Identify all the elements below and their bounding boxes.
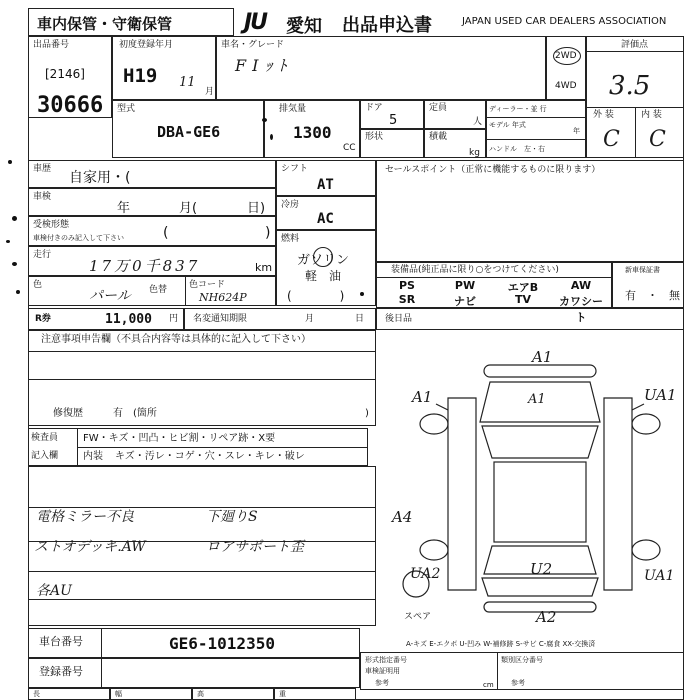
repair-label: 修復歴 [53,408,83,419]
class-no-label: 類別区分番号 [501,656,543,664]
color-change-label: 色替 [149,285,168,295]
measure-label: 長 [33,690,40,698]
displacement-box [264,100,360,158]
measure-label: 高 [197,690,204,698]
capacity-box [424,100,486,129]
color-box [28,276,276,306]
grade-exterior: C [603,127,620,152]
mark-u2-center: U2 [530,560,553,578]
shift-label: シフト [281,164,309,174]
diagram-windshield [482,426,598,458]
capacity-unit: 人 [473,117,483,127]
measure-cell [110,688,192,700]
lot-sub-number: [2146] [45,67,85,81]
fuel-diesel: 軽 油 [305,269,342,283]
lot-label: 出品番号 [33,40,70,50]
association-name: JAPAN USED CAR DEALERS ASSOCIATION [462,16,667,27]
recycle-value: 11,000 [105,312,152,327]
ink-speck [8,160,12,164]
note-rule-3 [29,571,375,572]
diagram-tailgate [482,578,598,596]
lot-box [28,36,112,118]
repair-value: 有 (箇所 [113,408,157,419]
chassis-label: 車台番号 [39,635,83,648]
equipment-divider [377,277,611,278]
logo [244,10,266,35]
mark-a1-left: A1 [412,388,433,406]
ink-speck [12,216,17,221]
form-title: 出品申込書 [342,15,432,36]
car-name-value: FIｯﾄ [235,56,293,75]
name-change-box [184,308,376,330]
doors-box [360,100,424,129]
model-box [112,100,264,158]
equipment-item: PW [454,279,476,292]
load-label: 積載 [429,132,448,142]
ink-speck [6,240,10,243]
cm-label: cm [483,681,494,689]
inspection-day-unit: 日) [247,201,266,216]
fuel-options: ガソリン [297,253,350,268]
cert-label: 車検証明用 [365,667,400,675]
drive-2wd: 2WD [555,51,577,61]
color-value: パール [89,288,131,304]
rear-label: 後日品 [385,314,413,324]
note-each-au: 各AU [36,583,72,599]
storage-label: 車内保管・守衛保管 [37,15,173,33]
color-code: NH624P [199,291,247,304]
mileage-value: 17万0千837 [89,257,201,275]
ink-speck [270,134,273,140]
inspection-label: 車検 [33,192,52,202]
dealer-label-1: ディーラー・並 行 [489,105,547,113]
name-change-day: 日 [355,314,365,324]
aircon-value: AC [317,211,334,227]
model-value: DBA-GE6 [157,123,221,141]
mark-a2-bottom: A2 [536,608,557,626]
sales-point-label: セールスポイント（正常に機能するものに限ります） [385,165,601,175]
notes-box [28,330,376,426]
acceptance-label: 受検形態 [33,220,70,230]
warranty-value: 有 ・ 無 [625,289,680,302]
dealer-label-3: ハンドル 左・右 [489,145,545,153]
equipment-item: AW [570,279,592,292]
dealer-divider-2 [487,139,585,140]
registration-box [112,36,216,100]
inspector-label-2: 記入欄 [31,451,59,461]
note-underbody: 下廻りS [206,509,258,525]
acceptance-note: 車検付きのみ記入して下さい [33,234,124,242]
equipment-item: SR [398,293,416,306]
recycle-label: R券 [35,314,51,324]
registration-month-unit: 月 [205,87,215,97]
mark-a1-top: A1 [532,348,553,366]
shape-box [360,129,424,158]
warranty-box [612,262,684,308]
registration-year: H19 [123,65,158,87]
inspector-exterior-line: FW・キズ・凹凸・ヒビ割・リペア跡・X要 [83,433,276,444]
ink-speck [360,292,364,296]
inspector-interior-line: キズ・汚レ・コゲ・穴・スレ・キレ・破レ [115,451,305,462]
note-rule-4 [29,599,375,600]
grade-interior: C [649,127,666,152]
dealer-year-unit: 年 [573,127,580,135]
drive-4wd: 4WD [555,81,577,91]
displacement-value: 1300 [293,123,332,142]
load-unit: kg [469,148,480,158]
history-box [28,160,276,188]
diagram-wheel-rr [632,540,660,560]
mileage-label: 走行 [33,250,52,260]
grade-exterior-label: 外 装 [593,110,614,120]
reg-number-divider [101,659,102,687]
rear-box [376,308,684,330]
measure-label: 重 [279,690,286,698]
doors-value: 5 [389,113,398,128]
mark-ua1-right: UA1 [644,386,677,404]
logo-text: JU [244,10,267,35]
inspection-month-unit: 月( [179,201,198,216]
chassis-divider [101,629,102,657]
fuel-paren: ( ) [287,289,345,303]
diagram-wheel-fl [420,414,448,434]
shape-label: 形状 [365,132,384,142]
registration-month: 11 [179,75,196,90]
mileage-unit: km [255,261,273,274]
grade-divider-v [635,107,636,157]
inspector-label-1: 検査員 [31,433,59,443]
ref2-label: 参考 [511,679,525,687]
diagram-front-bumper [484,365,596,377]
reg-number-box [28,658,360,688]
acceptance-paren-close: ) [265,225,271,241]
note-lower-support: ロアサポート歪 [206,539,304,555]
history-value: 自家用・( [69,170,131,186]
measure-cell [192,688,274,700]
mark-a1-roof: A1 [528,392,546,407]
grade-divider-top [587,51,683,52]
grade-interior-label: 内 装 [641,110,662,120]
dealer-label-2: モデル 年式 [489,121,526,129]
dealer-box [486,100,586,158]
color-divider [185,277,186,305]
grade-label: 評価点 [621,40,649,50]
chassis-box [28,628,360,658]
bottom-right-divider [497,653,498,689]
history-label: 車歴 [33,164,52,174]
dealer-divider-1 [487,117,585,118]
repair-close: ) [365,408,369,419]
equipment-item: エアB [507,281,539,294]
inspection-year-unit: 年 [117,201,131,216]
storage-label-box [28,8,234,36]
registration-label: 初度登録年月 [119,40,174,50]
mileage-box [28,246,276,276]
diagram-right-side [604,398,632,590]
spare-label: スペア [404,612,432,622]
acceptance-paren-open: ( [163,225,169,241]
aircon-label: 冷房 [281,200,300,210]
car-name-box [216,36,546,100]
inspector-interior-label: 内装 [83,451,103,462]
mark-ua2-left: UA2 [410,566,441,582]
equipment-label: 装備品(純正品に限り○をつけてください) [391,265,559,275]
bottom-right-box [360,652,684,690]
load-box [424,129,486,158]
model-spec-label: 形式指定番号 [365,656,407,664]
chassis-value: GE6-1012350 [169,634,275,653]
shift-value: AT [317,177,334,193]
measure-cell [274,688,356,700]
sales-point-box [376,160,684,262]
capacity-label: 定員 [429,103,448,113]
aircon-box [276,196,376,230]
measure-label: 幅 [115,690,122,698]
reg-number-label: 登録番号 [39,665,83,678]
fuel-label: 燃料 [281,234,300,244]
displacement-label: 排気量 [279,104,307,114]
diagram-wheel-rl [420,540,448,560]
equipment-item: PS [399,279,415,292]
car-name-label: 車名・グレード [221,40,285,50]
notes-line-1 [29,351,375,352]
recycle-unit: 円 [169,314,179,324]
mark-ua1-bottom-right: UA1 [644,568,675,584]
name-change-label: 名変通知期限 [193,314,248,324]
equipment-item: ナビ [454,295,476,308]
displacement-unit: CC [343,143,356,153]
ink-speck [262,118,267,122]
grade-score: 3.5 [609,71,651,101]
diagram-wheel-fr [632,414,660,434]
diagram-mirror-right [632,404,644,410]
mark-a4-left: A4 [392,508,413,526]
measure-cell [28,688,110,700]
grade-box [586,36,684,158]
notes-label: 注意事項申告欄（不具合内容等は具体的に記入して下さい） [41,334,311,345]
diagram-left-side [448,398,476,590]
equipment-item: カワシート [559,295,603,324]
color-label: 色 [33,280,43,290]
diagram-mirror-left [436,404,448,410]
car-damage-diagram [390,340,690,630]
doors-label: ドア [365,103,383,113]
drive-box [546,36,586,100]
inspector-box [28,428,368,466]
recycle-box [28,308,184,330]
inspection-box [28,188,276,216]
legend-text: A-キズ E-エクボ U-凹み W-補修跡 S-サビ C-腐食 XX-交換済 [406,640,596,648]
color-code-label: 色コード [189,280,226,290]
shift-box [276,160,376,196]
ref-label: 参考 [375,679,389,687]
diagram-roof [494,462,586,542]
model-label: 型式 [117,104,136,114]
ink-speck [16,290,20,294]
acceptance-box [28,216,276,246]
ink-speck [12,262,17,266]
org-name: 愛知 [286,16,322,37]
equipment-item: TV [514,293,532,306]
name-change-month: 月 [305,314,315,324]
warranty-label: 新車保証書 [625,266,660,274]
note-mirror: 電格ミラー不良 [36,509,134,525]
note-stereo: ストオデッキ.AW [34,539,146,555]
notes-line-2 [29,379,375,380]
inspector-divider-h [77,447,367,448]
lot-number: 30666 [37,93,104,118]
